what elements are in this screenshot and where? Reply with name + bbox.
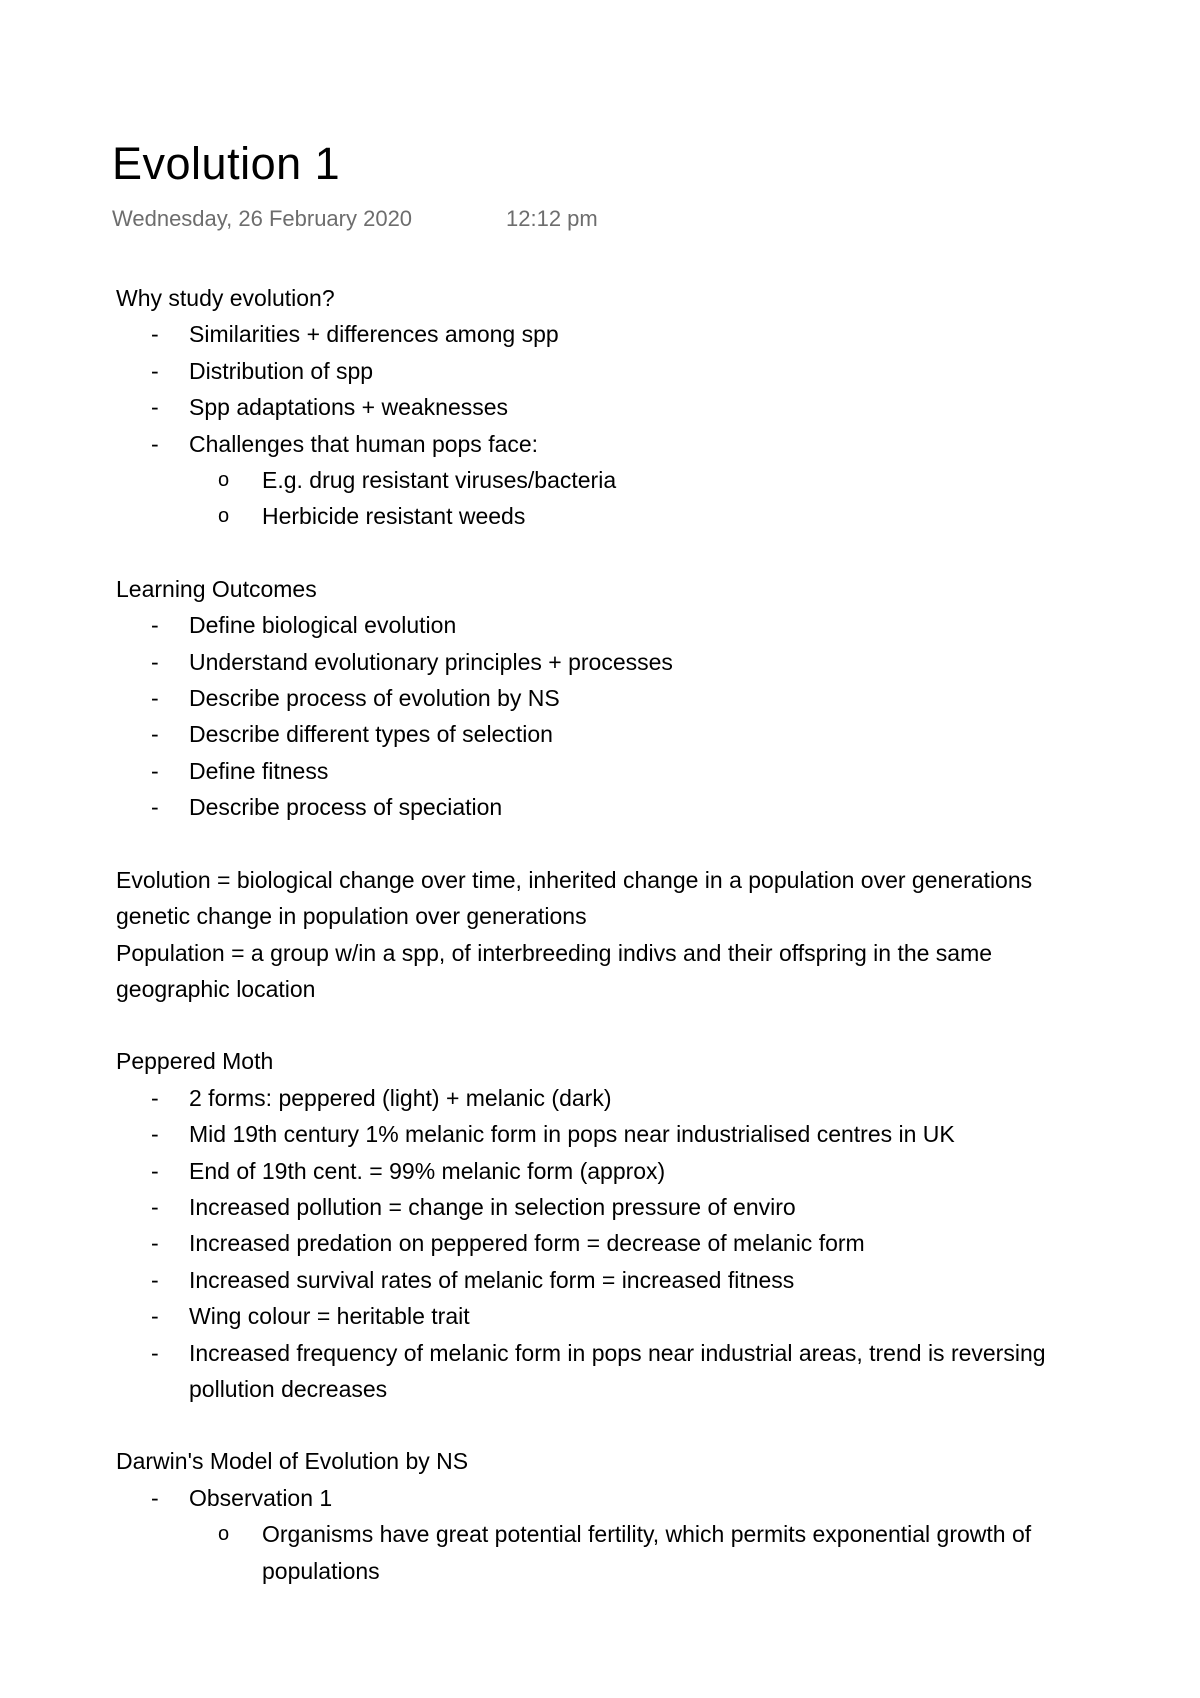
list-item: - Similarities + differences among spp [116, 316, 1196, 352]
moth-list [116, 1080, 1196, 1408]
dash-marker: - [151, 321, 159, 348]
circle-marker: o [218, 505, 230, 528]
section-heading-why: Why study evolution? [116, 285, 335, 311]
list-item: - Challenges that human pops face: [116, 426, 1196, 462]
population-definition: Population = a group w/in a spp, of interbreeding indivs and their offspring in the same [116, 939, 993, 966]
dash-marker: - [151, 1484, 159, 1511]
list-item: - Increased survival rates of melanic form = increased fitness [116, 1262, 1196, 1298]
dash-marker: - [151, 1084, 159, 1111]
list-item: - 2 forms: peppered (light) + melanic (dark) [116, 1080, 1196, 1116]
evolution-definition-cont: genetic change in population over generations [116, 903, 587, 930]
list-item: - End of 19th cent. = 99% melanic form (approx) [116, 1153, 1196, 1189]
dash-marker: - [151, 430, 159, 457]
dash-marker: - [151, 794, 159, 821]
dash-marker: - [151, 1303, 159, 1330]
darwin-sublist [116, 1516, 1196, 1589]
list-item: - Describe process of evolution by NS [116, 680, 1196, 716]
list-item: - Increased predation on peppered form = decrease of melanic form [116, 1225, 1196, 1261]
dash-marker: - [151, 1339, 159, 1366]
page-date: Wednesday, 26 February 2020 [112, 206, 413, 231]
list-item: - Mid 19th century 1% melanic form in pops near industrialised centres in UK [116, 1116, 1196, 1152]
list-item: - Describe process of speciation [116, 789, 1196, 825]
list-item: - Distribution of spp [116, 353, 1196, 389]
sublist-item: o E.g. drug resistant viruses/bacteria [116, 462, 1196, 498]
page-time: 12:12 pm [506, 206, 598, 231]
dash-marker: - [151, 685, 159, 712]
outcomes-list [116, 607, 1196, 825]
section-heading-moth: Peppered Moth [116, 1048, 274, 1075]
dash-marker: - [151, 357, 159, 384]
sublist-item: o Herbicide resistant weeds [116, 498, 1196, 534]
dash-marker: - [151, 612, 159, 639]
section-heading-darwin: Darwin's Model of Evolution by NS [116, 1448, 469, 1475]
list-item: - Describe different types of selection [116, 716, 1196, 752]
circle-marker: o [218, 1523, 230, 1546]
list-item: - Increased frequency of melanic form in pops near industrial areas, trend is reversing pollution decreases [116, 1335, 1196, 1408]
page-meta [112, 204, 598, 234]
list-item: - Increased pollution = change in selection pressure of enviro [116, 1189, 1196, 1225]
list-item: - Observation 1 [116, 1480, 1196, 1516]
dash-marker: - [151, 1193, 159, 1220]
sublist-item: o Organisms have great potential fertility, which permits exponential growth of populations [116, 1516, 1196, 1589]
note-content [116, 280, 1196, 1589]
why-list [116, 316, 1196, 462]
dash-marker: - [151, 1157, 159, 1184]
dash-marker: - [151, 648, 159, 675]
circle-marker: o [218, 469, 230, 492]
why-sublist [116, 462, 1196, 535]
list-item: - Define biological evolution [116, 607, 1196, 643]
dash-marker: - [151, 1266, 159, 1293]
page-title: Evolution 1 [112, 138, 341, 189]
population-definition-cont: geographic location [116, 975, 316, 1002]
list-item: - Spp adaptations + weaknesses [116, 389, 1196, 425]
dash-marker: - [151, 1230, 159, 1257]
list-item: - Define fitness [116, 753, 1196, 789]
dash-marker: - [151, 1121, 159, 1148]
dash-marker: - [151, 394, 159, 421]
list-item: - Wing colour = heritable trait [116, 1298, 1196, 1334]
dash-marker: - [151, 721, 159, 748]
section-heading-outcomes: Learning Outcomes [116, 575, 317, 602]
evolution-definition: Evolution = biological change over time, inherited change in a population over generations [116, 866, 1033, 893]
darwin-list [116, 1480, 1196, 1516]
dash-marker: - [151, 757, 159, 784]
list-item: - Understand evolutionary principles + processes [116, 644, 1196, 680]
